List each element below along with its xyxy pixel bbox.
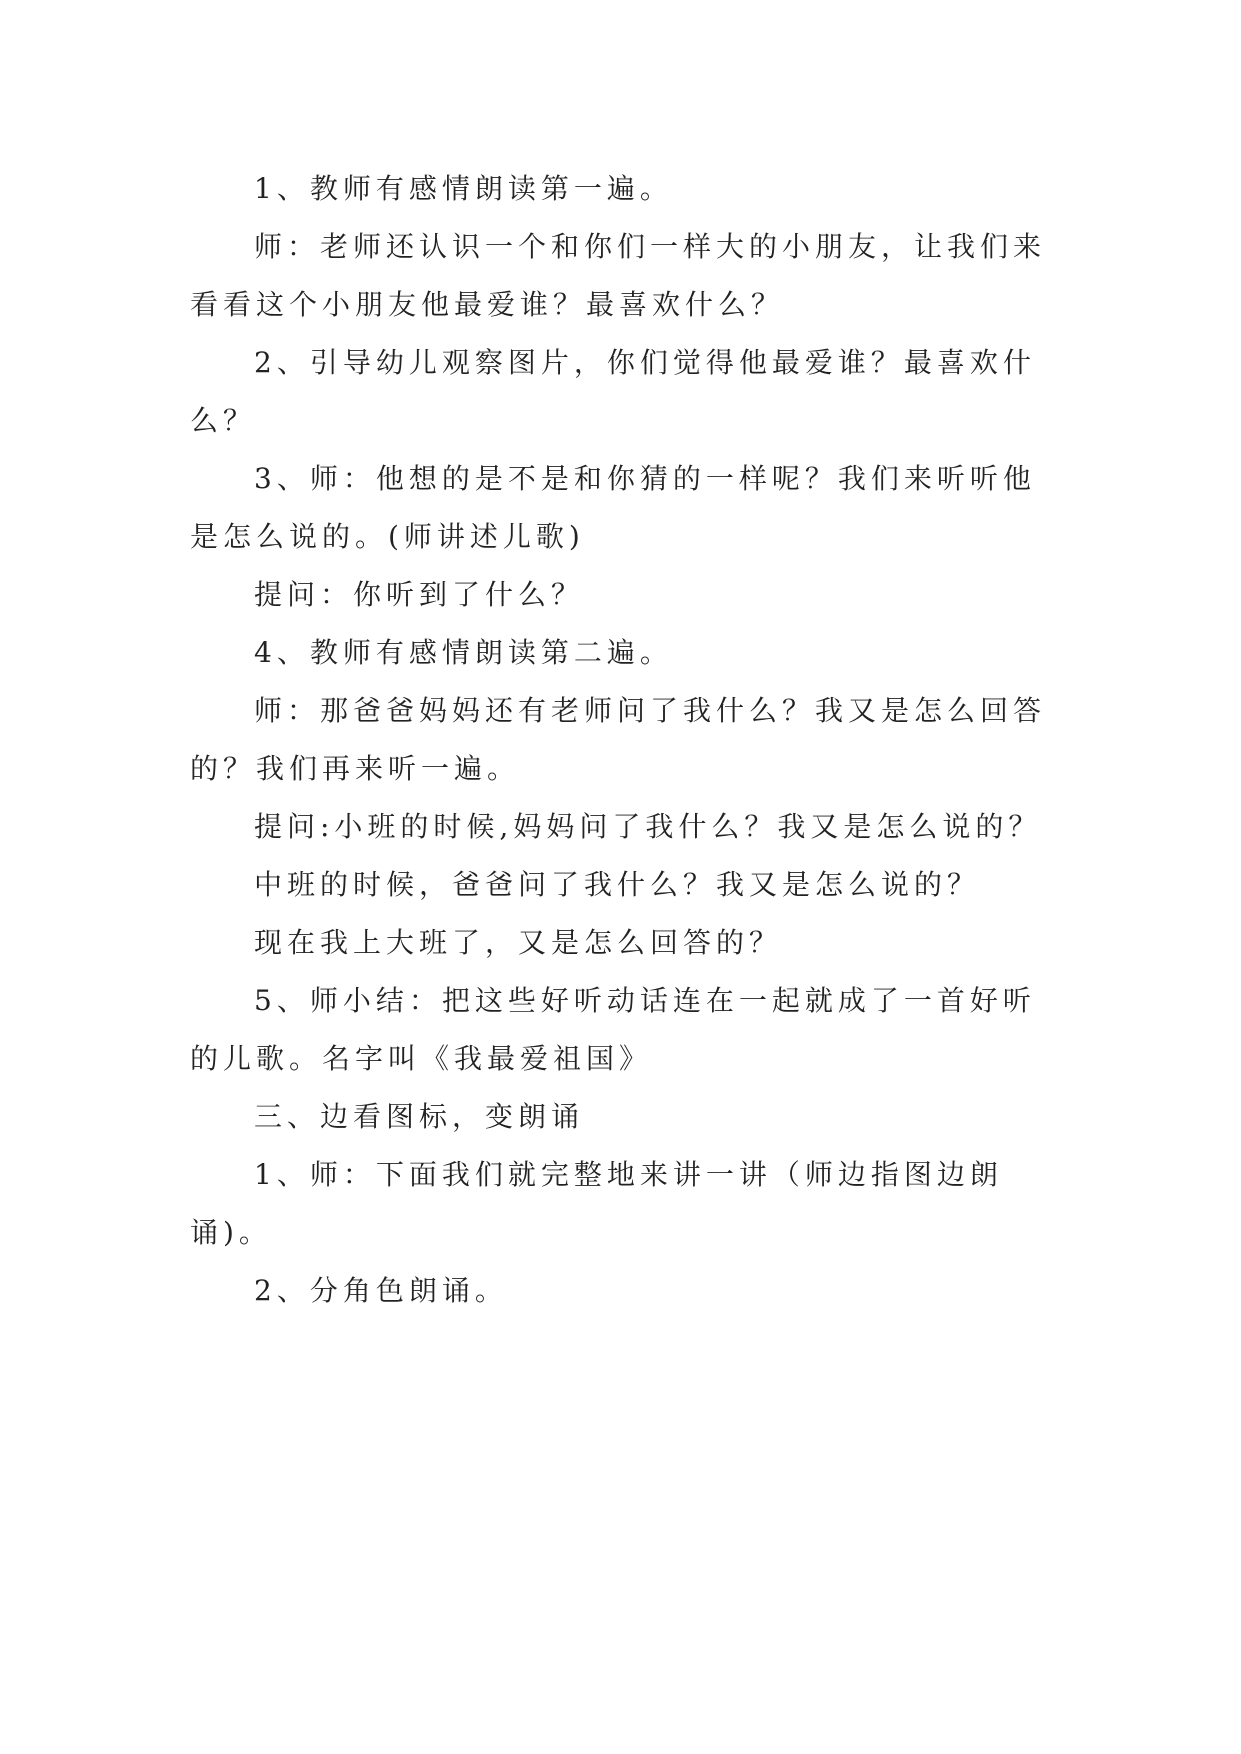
paragraph-10: 现在我上大班了，又是怎么回答的？ — [254, 926, 783, 959]
paragraph-2: 师：老师还认识一个和你们一样大的小朋友，让我们来看看这个小朋友他最爱谁？最喜欢什么？ — [190, 230, 1047, 321]
document-body — [190, 160, 1050, 1320]
paragraph-7: 师：那爸爸妈妈还有老师问了我什么？我又是怎么回答的？我们再来听一遍。 — [190, 694, 1047, 785]
paragraph-13: 1、师：下面我们就完整地来讲一讲（师边指图边朗诵)。 — [190, 1158, 1003, 1249]
paragraph-3: 2、引导幼儿观察图片，你们觉得他最爱谁？最喜欢什么？ — [190, 346, 1036, 437]
paragraph-5: 提问：你听到了什么？ — [254, 578, 585, 611]
paragraph-4: 3、师：他想的是不是和你猜的一样呢？我们来听听他是怎么说的。(师讲述儿歌) — [190, 462, 1036, 553]
paragraph-14: 2、分角色朗诵。 — [254, 1274, 508, 1307]
paragraph-9: 中班的时候，爸爸问了我什么？我又是怎么说的？ — [254, 868, 981, 901]
paragraph-1: 1、教师有感情朗读第一遍。 — [254, 172, 673, 205]
section-heading: 三、边看图标，变朗诵 — [254, 1100, 585, 1133]
paragraph-8: 提问:小班的时候,妈妈问了我什么？我又是怎么说的？ — [254, 810, 1042, 843]
paragraph-6: 4、教师有感情朗读第二遍。 — [254, 636, 673, 669]
paragraph-11: 5、师小结：把这些好听动话连在一起就成了一首好听的儿歌。名字叫《我最爱祖国》 — [190, 984, 1036, 1075]
